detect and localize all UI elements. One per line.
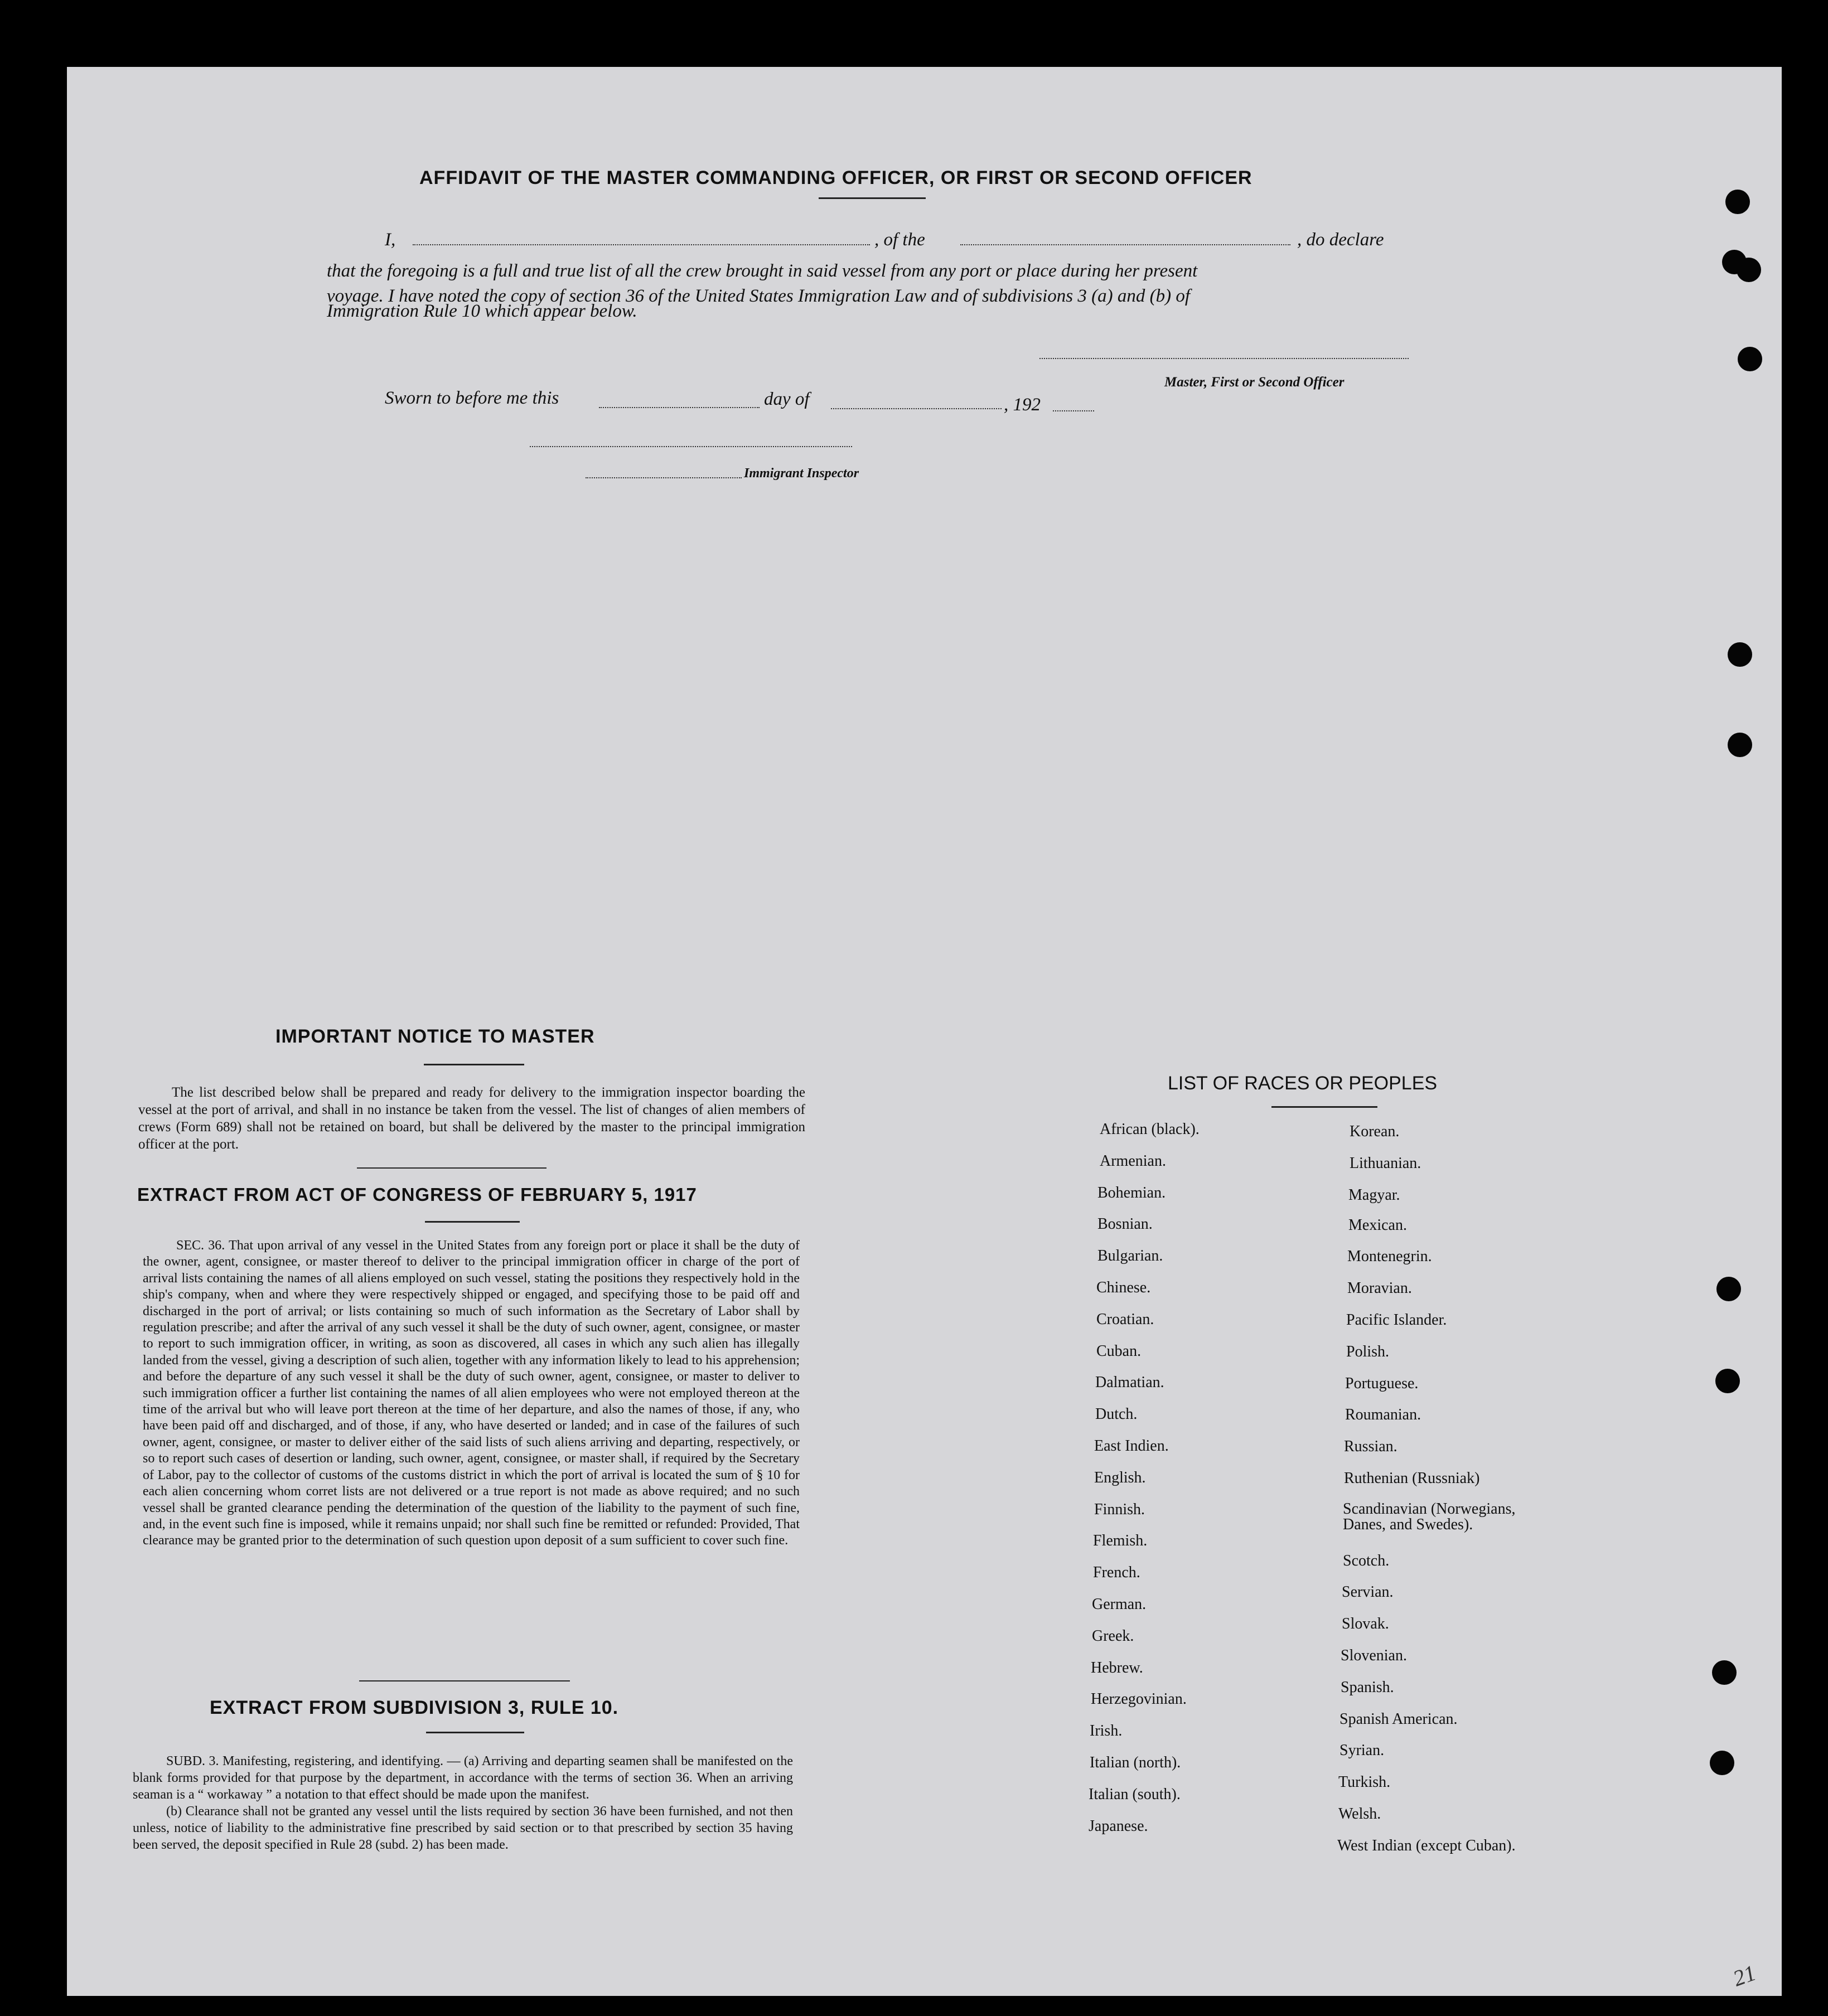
affidavit-do-declare: , do declare [1297,230,1384,250]
race-item: Portuguese. [1345,1375,1419,1392]
race-item: Hebrew. [1091,1659,1143,1676]
race-item: Turkish. [1338,1773,1391,1791]
race-item: English. [1094,1469,1146,1486]
inspector-caption: Immigrant Inspector [744,466,859,481]
vessel-name-field[interactable] [960,244,1290,245]
race-item: Russian. [1344,1438,1397,1455]
race-item: Italian (south). [1089,1786,1181,1803]
punch-hole [1715,1369,1740,1393]
race-item: Spanish. [1341,1679,1394,1696]
affidavit-title-underline [819,197,926,199]
race-item: Herzegovinian. [1091,1690,1187,1708]
punch-hole [1710,1751,1734,1775]
race-item: Servian. [1342,1583,1394,1601]
race-item: Spanish American. [1339,1710,1458,1728]
race-item: German. [1092,1596,1147,1613]
race-item: Welsh. [1338,1805,1381,1823]
rule-paragraph-b: (b) Clearance shall not be granted any vessel until the lists required by section 36 have been furnished, and not then unless, notice of liability to the administrative fine prescribed by said section or to that prescribed by section 35 having been served, the deposit specified in Rule 28 (subd. 2) has been made. [133,1804,793,1852]
punch-hole [1737,258,1761,282]
rule-text [133,1753,793,1853]
inspector-short-line [586,477,742,478]
signature-caption: Master, First or Second Officer [1164,375,1345,390]
act-paragraph: SEC. 36. That upon arrival of any vessel in the United States from any foreign port or place it shall be the duty of the owner, agent, consignee, or master thereof to deliver to the principal immigration officer in charge of the port of arrival lists containing the names of all aliens employed on such vessel, stating the positions they respectively hold in the ship's company, when and where they were respectively shipped or engaged, and specifying those to be paid off and discharged in the port of arrival; or lists containing so much of such information as the Secretary of Labor shall by regulation prescribe; and after the arrival of any such vessel it shall be the duty of such owner, agent, consignee, or master to report to such immigration officer, in writing, as soon as discovered, all cases in which any such alien has illegally landed from the vessel, giving a description of such alien, together with any information likely to lead to his apprehension; and before the departure of any such vessel it shall be the duty of such owner, agent, consignee, or master to deliver to such immigration officer a further list containing the names of all alien employees who were not employed thereon at the time of the arrival but who will leave port thereon at the time of her departure, and also the names of those, if any, who have been paid off and discharged, and of those, if any, who have deserted or landed; and in case of the failures of such owner, agent, consignee, or master to deliver either of the said lists of such aliens arriving and departing, respectively, or so to report such cases of desertion or landing, such owner, agent, consignee, or master shall, if required by the Secretary of Labor, pay to the collector of customs of the customs district in which the port of arrival is located the sum of § 10 for each alien concerning whom corret lists are not delivered or a true report is not made as above required; and no such vessel shall be granted clearance pending the determination of the question of the liability to the payment of such fine, and, in the event such fine is imposed, while it remains unpaid; nor shall such fine be remitted or refunded: Provided, That clearance may be granted prior to the determination of such question upon deposit of a sum sufficient to cover such fine. [143,1238,800,1548]
races-title-underline [1271,1106,1377,1108]
race-item: Korean. [1350,1123,1400,1140]
master-name-field[interactable] [413,244,870,245]
notice-paragraph: The list described below shall be prepared and ready for delivery to the immigration inspector boarding the vessel at the port of arrival, and shall in no instance be taken from the vessel. The list of changes of alien members of crews (Form 689) shall not be retained on board, but shall be delivered by the master to the principal immigration officer at the port. [138,1085,805,1152]
handwritten-note: 21 [1729,1960,1759,1991]
affidavit-line-3: voyage. I have noted the copy of section 36 of the United States Immigration Law and of subdivisions 3 (a) and (b) of [327,286,1191,306]
race-item: Moravian. [1347,1280,1412,1297]
race-item: Slovenian. [1341,1647,1407,1664]
races-title: LIST OF RACES OR PEOPLES [1168,1073,1438,1094]
race-item: Bohemian. [1097,1184,1166,1201]
punch-hole [1728,733,1752,757]
race-item: Slovak. [1342,1615,1389,1632]
punch-hole [1712,1660,1737,1685]
race-item: Japanese. [1089,1818,1148,1835]
race-item: Roumanian. [1345,1406,1421,1423]
race-item: Polish. [1346,1343,1390,1360]
race-item: Bosnian. [1097,1215,1153,1233]
punch-hole [1716,1277,1741,1301]
notice-title-underline [424,1064,524,1065]
race-item: African (black). [1100,1121,1200,1138]
sworn-day-field[interactable] [599,407,760,408]
notice-title: IMPORTANT NOTICE TO MASTER [275,1026,595,1047]
race-item: Italian (north). [1090,1754,1181,1771]
affidavit-title: AFFIDAVIT OF THE MASTER COMMANDING OFFICER, OR FIRST OR SECOND OFFICER [419,167,1252,188]
race-item: Pacific Islander. [1346,1311,1447,1329]
race-item: Greek. [1092,1627,1134,1645]
act-title: EXTRACT FROM ACT OF CONGRESS OF FEBRUARY 5, 1917 [137,1184,697,1205]
race-item: West Indian (except Cuban). [1337,1837,1516,1854]
race-item: Syrian. [1339,1742,1385,1759]
race-item: Finnish. [1094,1501,1145,1518]
race-item: Bulgarian. [1097,1247,1163,1264]
race-item: Mexican. [1348,1217,1407,1234]
sworn-prefix: Sworn to before me this [385,388,559,408]
race-item: Croatian. [1096,1311,1154,1328]
act-text [143,1238,800,1549]
race-item: Armenian. [1100,1152,1166,1170]
officer-signature-field[interactable] [1039,358,1409,359]
affidavit-line-1: I, [385,230,396,250]
race-item: Irish. [1090,1722,1123,1739]
race-item: Dutch. [1095,1406,1138,1423]
race-item: Chinese. [1096,1279,1151,1296]
rule-title: EXTRACT FROM SUBDIVISION 3, RULE 10. [210,1697,619,1718]
punch-hole [1728,642,1752,667]
race-item: Dalmatian. [1095,1374,1164,1391]
race-item: East Indien. [1094,1437,1169,1455]
sworn-year: , 192 [1004,395,1041,415]
sworn-year-field[interactable] [1053,410,1094,411]
race-item: Flemish. [1093,1532,1148,1549]
sworn-day-of: day of [764,389,810,409]
race-item: Magyar. [1348,1186,1400,1204]
affidavit-line-2: that the foregoing is a full and true list of all the crew brought in said vessel from any port or place during her present [327,261,1198,281]
race-item: Ruthenian (Russniak) [1344,1470,1480,1487]
race-item: Cuban. [1096,1343,1142,1360]
punch-hole [1738,347,1762,371]
race-item: French. [1093,1564,1140,1581]
sworn-month-field[interactable] [831,408,1002,409]
punch-hole [1725,190,1750,214]
rule-title-underline [426,1732,524,1733]
affidavit-line-4: Immigration Rule 10 which appear below. [327,301,637,321]
notice-text [138,1084,805,1153]
act-title-underline [425,1221,520,1223]
race-item: Lithuanian. [1350,1155,1421,1172]
inspector-signature-line[interactable] [530,446,852,447]
rule-paragraph-a: SUBD. 3. Manifesting, registering, and identifying. — (a) Arriving and departing seamen shall be manifested on the blank forms provided for that purpose by the department, in accordance with the terms of section 36. When an arriving seaman is a “ workaway ” a notation to that effect should be made upon the manifest. [133,1754,793,1802]
race-item: Montenegrin. [1347,1248,1432,1265]
notice-divider [357,1167,547,1169]
affidavit-of-the: , of the [874,230,925,250]
race-item: Scandinavian (Norwegians, Danes, and Swedes). [1343,1500,1516,1533]
race-item: Scotch. [1343,1552,1390,1569]
act-divider [359,1680,570,1681]
